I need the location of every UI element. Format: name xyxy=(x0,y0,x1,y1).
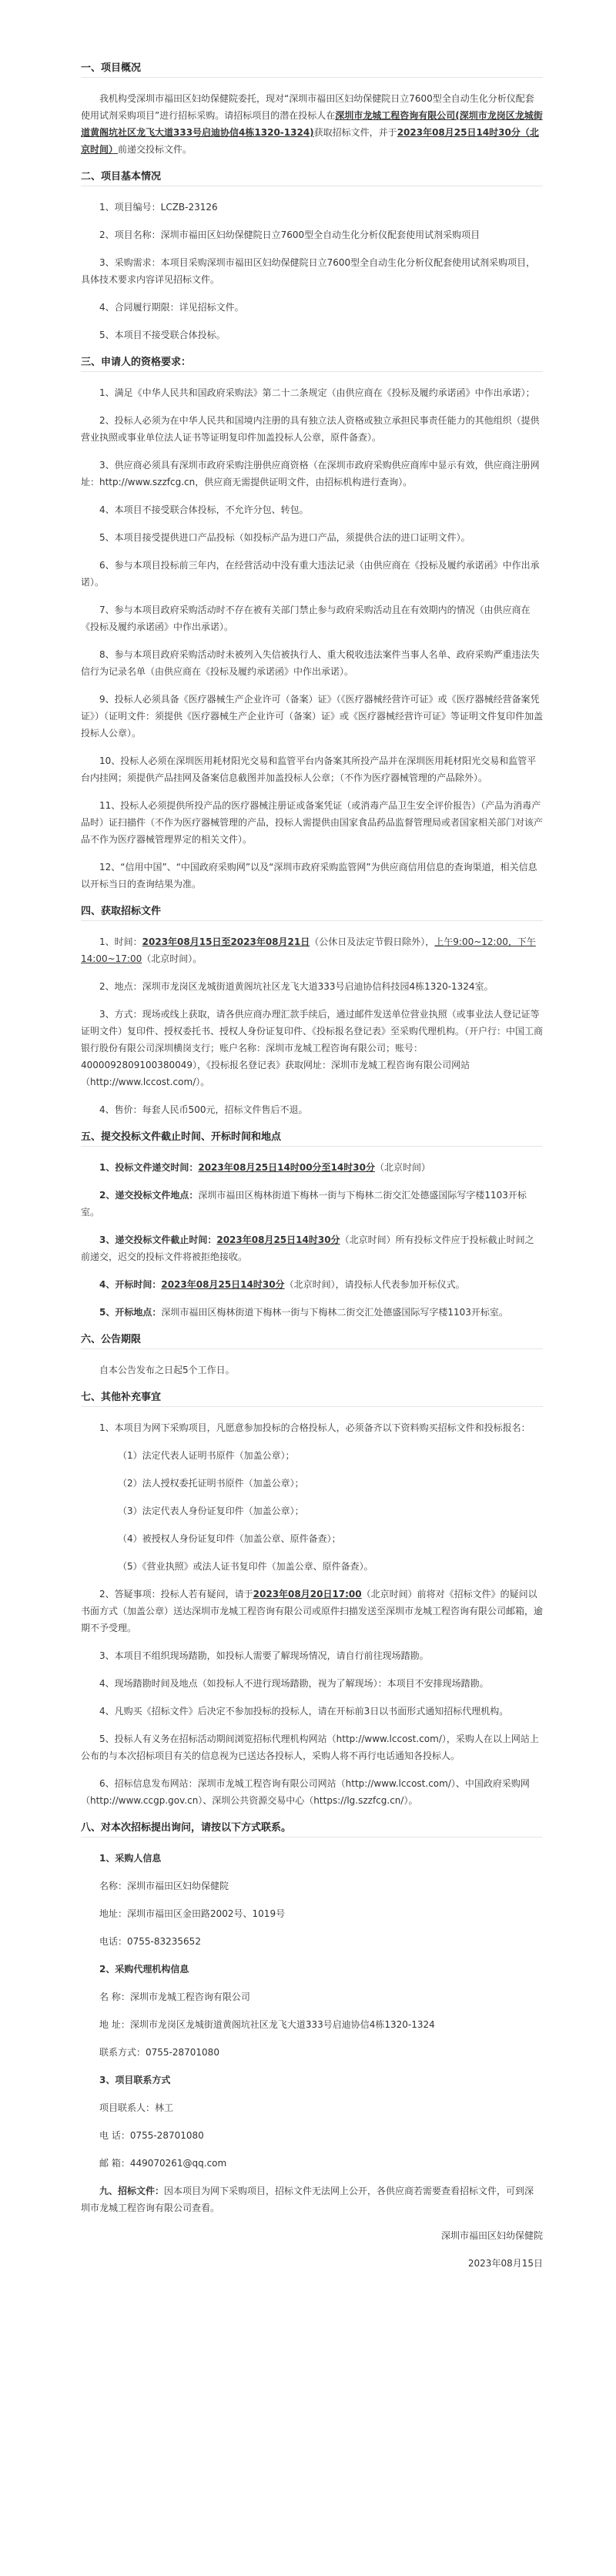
deadline-time: 2023年08月25日14时30分（北京时间） xyxy=(81,127,539,155)
list-item: 5、本项目接受提供进口产品投标（如投标产品为进口产品，须提供合法的进口证明文件）。 xyxy=(99,532,470,543)
list-item: 8、参与本项目政府采购活动时未被列入失信被执行人、重大税收违法案件当事人名单、政府采购严重违法失信行为记录名单（由供应商在《投标及履约承诺函》中作出承诺）。 xyxy=(81,649,540,677)
item-text: （北京时间）前将对《招标文件》的疑问以书面方式（加盖公章）送达深圳市龙城工程咨询有限公司或原件扫描发送至深圳市龙城工程咨询有限公司邮箱，逾期不予受理。 xyxy=(81,1589,544,1633)
item-label: 4、开标时间： xyxy=(99,1279,162,1290)
overview-text: 我机构受深圳市福田区妇幼保健院委托，现对“深圳市福田区妇幼保健院日立7600型全自动生化分析仪配套使用试剂采购项目”进行招标采购。请招标项目的潜在投标人在 xyxy=(81,93,534,121)
list-item xyxy=(81,1159,543,1176)
list-item: 2、项目名称：深圳市福田区妇幼保健院日立7600型全自动生化分析仪配套使用试剂采购项目 xyxy=(99,229,480,240)
announcement-body xyxy=(81,60,543,2283)
item-text: （北京时间） xyxy=(374,1162,430,1173)
section-title: 八、对本次招标提出询问，请按以下方式联系。 xyxy=(81,1822,292,1834)
contact-heading: 3、项目联系方式 xyxy=(99,2075,171,2085)
section-contacts xyxy=(81,1820,543,2172)
list-item: 7、参与本项目政府采购活动时不存在被有关部门禁止参与政府采购活动且在有效期内的情况（由供应商在《投标及履约承诺函》中作出承诺）。 xyxy=(81,605,531,632)
contact-heading: 2、采购代理机构信息 xyxy=(99,1964,189,1975)
section-other-matters xyxy=(81,1389,543,1809)
list-item xyxy=(81,1187,543,1221)
list-item: 10、投标人必须在深圳医用耗材阳光交易和监管平台内备案其所投产品并在深圳医用耗材阳光交易和监管平台内挂网；须提供产品挂网及备案信息截图并加盖投标人公章；（不作为医疗器械管理的产品除外）。 xyxy=(81,755,537,783)
item-text: 深圳市福田区梅林街道下梅林一街与下梅林二街交汇处德盛国际写字楼1103开标室。 xyxy=(161,1307,508,1318)
list-item: 3、方式：现场或线上获取，请各供应商办理汇款手续后，通过邮件发送单位营业执照（或事业法人登记证等证明文件）复印件、授权委托书、授权人身份证复印件、《投标报名登记表》至采购代理机构。（开户行：中国工商银行股份有限公司深圳横岗支行；账户名称：深圳市龙城工程咨询有限公司；账号：4000092809100380049），《投标报名登记表》获取网址：深圳市龙城工程咨询有限公司网站（http://www.lccost.com/）。 xyxy=(81,1009,544,1087)
section-title: 二、项目基本情况 xyxy=(81,171,162,183)
section-title: 六、公告期限 xyxy=(81,1334,142,1345)
submission-time: 2023年08月25日14时00分至14时30分 xyxy=(198,1162,375,1173)
list-item xyxy=(81,1586,543,1636)
section-notice-period xyxy=(81,1332,543,1378)
purchaser-name: 名称：深圳市福田区妇幼保健院 xyxy=(99,1881,229,1891)
divider xyxy=(81,77,543,78)
list-item xyxy=(81,1231,543,1265)
list-item: 1、满足《中华人民共和国政府采购法》第二十二条规定（由供应商在《投标及履约承诺函》中作出承诺）； xyxy=(99,387,535,398)
sub-list-item: （4）被授权人身份证复印件（加盖公章、原件备查）； xyxy=(118,1533,341,1544)
item-text: 深圳市福田区梅林街道下梅林一街与下梅林二街交汇处德盛国际写字楼1103开标室。 xyxy=(81,1190,527,1218)
sub-list-item: （1）法定代表人证明书原件（加盖公章）； xyxy=(118,1450,295,1461)
question-deadline: 2023年08月20日17:00 xyxy=(253,1589,362,1600)
notice-period-text: 自本公告发布之日起5个工作日。 xyxy=(99,1365,235,1375)
item-label: 3、递交投标文件截止时间： xyxy=(99,1234,217,1245)
sub-list-item: （5）《营业执照》或法人证书复印件（加盖公章、原件备查）。 xyxy=(118,1561,373,1572)
list-item: 4、现场踏勘时间及地点（如投标人不进行现场踏勘，视为了解现场）：本项目不安排现场踏勘。 xyxy=(99,1678,489,1689)
date-range: 2023年08月15日至2023年08月21日 xyxy=(142,936,310,947)
item-text: 2、答疑事项：投标人若有疑问，请于 xyxy=(99,1589,253,1600)
section-title: 三、申请人的资格要求： xyxy=(81,357,192,368)
list-item: 9、投标人必须具备《医疗器械生产企业许可（备案）证》（《医疗器械经营许可证》或《医疗器械经营备案凭证》）（证明文件：须提供《医疗器械生产企业许可（备案）证》或《医疗器械经营许可证》等证明文件复印件加盖投标人公章）。 xyxy=(81,694,544,739)
divider xyxy=(81,1146,543,1147)
list-item: 5、投标人有义务在招标活动期间浏览招标代理机构网站（http://www.lccost.com/），采购人在以上网站上公布的与本次招标项目有关的信息视为已送达各投标人，采购人将不再行电话通知各投标人。 xyxy=(81,1734,539,1761)
section-title: 五、提交投标文件截止时间、开标时间和地点 xyxy=(81,1131,282,1143)
agency-phone: 联系方式：0755-28701080 xyxy=(99,2047,219,2058)
section-tender-documents xyxy=(81,2182,543,2216)
section-basic-info xyxy=(81,169,543,343)
list-item: 3、供应商必须具有深圳市政府采购注册供应商资格（在深圳市政府采购供应商库中显示有效，供应商注册网址：http://www.szzfcg.cn，供应商无需提供证明文件，由招标机构进行查询）。 xyxy=(81,460,540,487)
list-item: 2、投标人必须为在中华人民共和国境内注册的具有独立法人资格或独立承担民事责任能力的其他组织（提供营业执照或事业单位法人证书等证明复印件加盖投标人公章，原件备查）。 xyxy=(81,415,540,443)
signature-org: 深圳市福田区妇幼保健院 xyxy=(440,2230,543,2241)
section-obtain-documents xyxy=(81,903,543,1118)
list-item xyxy=(81,1304,543,1321)
sub-list-item: （3）法定代表人身份证复印件（加盖公章）； xyxy=(118,1506,304,1516)
list-item: 3、本项目不组织现场踏勘，如投标人需要了解现场情况，请自行前往现场踏勘。 xyxy=(99,1650,429,1661)
list-item: 12、“信用中国”、“中国政府采购网”以及“深圳市政府采购监管网”为供应商信用信息的查询渠道，相关信息以开标当日的查询结果为准。 xyxy=(81,862,537,889)
agency-name: 名 称：深圳市龙城工程咨询有限公司 xyxy=(99,1991,250,2002)
list-item: 3、采购需求：本项目采购深圳市福田区妇幼保健院日立7600型全自动生化分析仪配套使用试剂采购项目，具体技术要求内容详见招标文件。 xyxy=(81,257,536,285)
list-item: 11、投标人必须提供所投产品的医疗器械注册证或备案凭证（或消毒产品卫生安全评价报告）（产品为消毒产品时）证扫描件（不作为医疗器械管理的产品，投标人需提供由国家食品药品监督管理局或者国家相关部门对该产品不作为医疗器械管理界定的相关文件）。 xyxy=(81,800,544,845)
section-project-overview xyxy=(81,60,543,158)
item-text: 1、时间： xyxy=(99,936,142,947)
opening-time: 2023年08月25日14时30分 xyxy=(161,1279,285,1290)
list-item: 1、项目编号：LCZB-23126 xyxy=(99,202,218,213)
list-item: 6、参与本项目投标前三年内，在经营活动中没有重大违法记录（由供应商在《投标及履约承诺函》中作出承诺）。 xyxy=(81,560,540,588)
item-text: （北京时间）。 xyxy=(142,953,203,964)
contact-heading: 1、采购人信息 xyxy=(99,1853,162,1864)
time-range: 上午9:00~12:00，下午14:00~17:00 xyxy=(81,936,536,964)
deadline-time: 2023年08月25日14时30分 xyxy=(216,1234,340,1245)
divider xyxy=(81,1348,543,1349)
section-title: 四、获取招标文件 xyxy=(81,906,162,917)
list-item: 4、售价：每套人民币500元，招标文件售后不退。 xyxy=(99,1104,308,1115)
purchaser-phone: 电话：0755-83235652 xyxy=(99,1936,201,1947)
list-item: 4、本项目不接受联合体投标，不允许分包、转包。 xyxy=(99,504,309,515)
list-item: 4、合同履行期限：详见招标文件。 xyxy=(99,302,244,313)
list-item: 5、本项目不接受联合体投标。 xyxy=(99,330,226,340)
item-text: （北京时间）所有投标文件应于投标截止时间之前递交，迟交的投标文件将被拒绝接收。 xyxy=(81,1234,534,1262)
list-item: 1、本项目为网下采购项目，凡愿意参加投标的合格投标人，必须备齐以下资料购买招标文件和投标报名： xyxy=(99,1422,531,1433)
list-item: 6、招标信息发布网站：深圳市龙城工程咨询有限公司网站（http://www.lccost.com/）、中国政府采购网（http://www.ccgp.gov.cn）、深圳公共资源交易中心（https://lg.szzfcg.cn/）。 xyxy=(81,1778,530,1806)
item-label: 2、递交投标文件地点： xyxy=(99,1190,199,1201)
list-item: 2、地点：深圳市龙岗区龙城街道黄阁坑社区龙飞大道333号启迪协信科技园4栋1320-1324室。 xyxy=(99,981,494,992)
section-qualifications xyxy=(81,354,543,893)
item-label: 1、投标文件递交时间： xyxy=(99,1162,199,1173)
divider xyxy=(81,1406,543,1407)
project-contact: 项目联系人：林工 xyxy=(99,2102,174,2113)
signature-date: 2023年08月15日 xyxy=(467,2258,543,2269)
overview-text: 前递交投标文件。 xyxy=(118,144,192,155)
list-item xyxy=(81,1276,543,1293)
overview-text: 获取招标文件，并于 xyxy=(313,127,397,138)
purchaser-address: 地址：深圳市福田区金田路2002号、1019号 xyxy=(99,1908,286,1919)
section-submission xyxy=(81,1129,543,1321)
section-title: 七、其他补充事宜 xyxy=(81,1392,162,1403)
pickup-location: 深圳市龙城工程咨询有限公司(深圳市龙岗区龙城街道黄阁坑社区龙飞大道333号启迪协信4栋1320-1324) xyxy=(81,110,543,138)
project-email: 邮 箱：449070261@qq.com xyxy=(99,2158,227,2169)
overview-paragraph xyxy=(81,90,543,158)
item-text: （公休日及法定节假日除外）， xyxy=(310,936,435,947)
item-label: 5、开标地点： xyxy=(99,1307,162,1318)
list-item xyxy=(81,933,543,967)
tender-doc-note xyxy=(81,2182,543,2216)
item-text: （北京时间），请投标人代表参加开标仪式。 xyxy=(284,1279,465,1290)
list-item: 4、凡购买《招标文件》后决定不参加投标的投标人，请在开标前3日以书面形式通知招标代理机构。 xyxy=(99,1706,509,1717)
project-phone: 电 话：0755-28701080 xyxy=(99,2130,204,2141)
agency-address: 地 址：深圳市龙岗区龙城街道黄阁坑社区龙飞大道333号启迪协信4栋1320-1324 xyxy=(99,2019,435,2030)
divider xyxy=(81,920,543,921)
divider xyxy=(81,371,543,372)
section-title: 一、项目概况 xyxy=(81,62,142,74)
sub-list-item: （2）法人授权委托证明书原件（加盖公章）； xyxy=(118,1478,304,1489)
section-title: 九、招标文件： xyxy=(99,2186,165,2196)
item-text: 因本项目为网下采购项目，招标文件无法网上公开，各供应商若需要查看招标文件，可到深圳市龙城工程咨询有限公司查看。 xyxy=(81,2186,534,2213)
